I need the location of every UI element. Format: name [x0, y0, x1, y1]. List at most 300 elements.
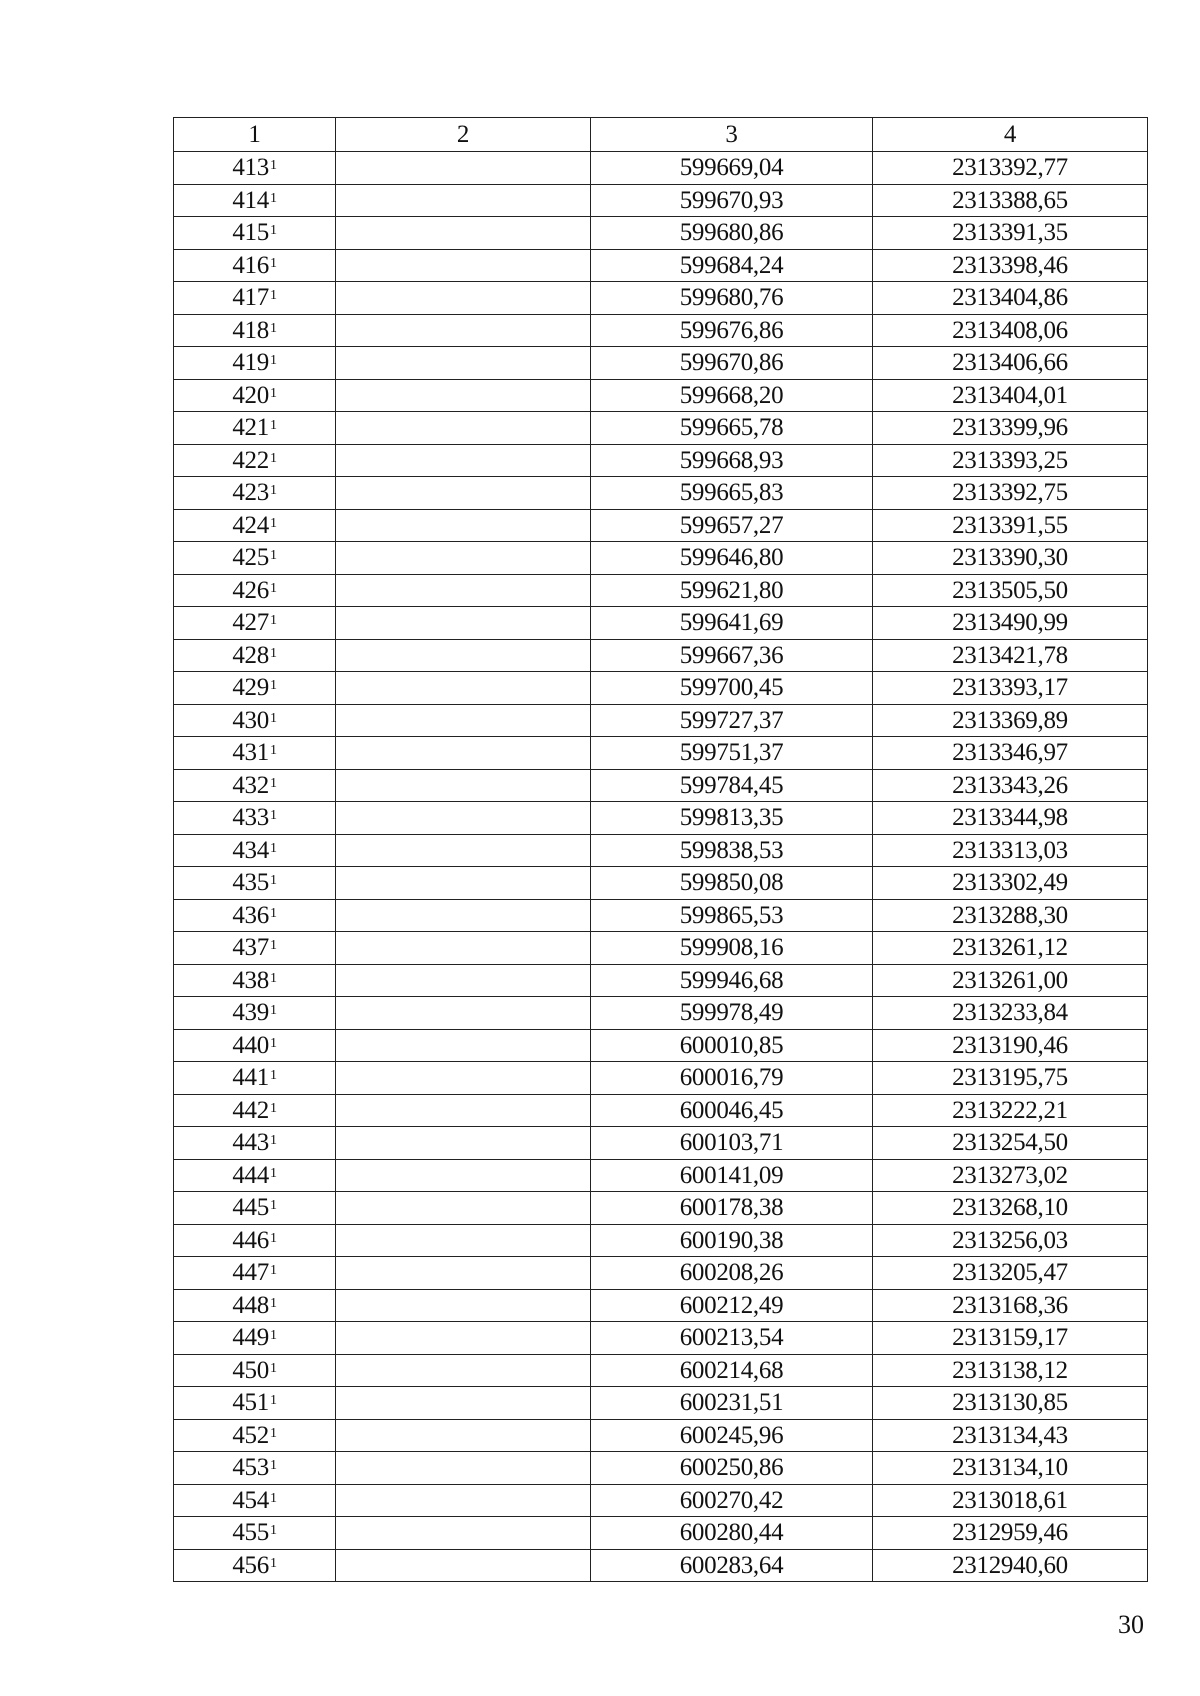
point-number: 439 — [232, 999, 269, 1027]
name-cell — [336, 607, 591, 640]
name-cell — [336, 1094, 591, 1127]
x-coordinate-cell: 600245,96 — [591, 1419, 873, 1452]
y-coordinate-cell: 2313195,75 — [873, 1062, 1148, 1095]
x-coordinate-cell: 599668,93 — [591, 444, 873, 477]
point-number: 421 — [232, 414, 269, 442]
table-row — [174, 1159, 1148, 1192]
y-coordinate-cell: 2313343,26 — [873, 769, 1148, 802]
point-number: 453 — [232, 1454, 269, 1482]
point-number: 450 — [232, 1356, 269, 1384]
y-coordinate-cell: 2313398,46 — [873, 249, 1148, 282]
y-coordinate-cell: 2313134,43 — [873, 1419, 1148, 1452]
table-row — [174, 542, 1148, 575]
name-cell — [336, 542, 591, 575]
point-number-superscript: 1 — [269, 353, 277, 369]
point-number-cell — [174, 184, 336, 217]
y-coordinate-cell: 2313273,02 — [873, 1159, 1148, 1192]
name-cell — [336, 997, 591, 1030]
y-coordinate-cell: 2313388,65 — [873, 184, 1148, 217]
table-row — [174, 1517, 1148, 1550]
name-cell — [336, 1224, 591, 1257]
x-coordinate-cell: 599676,86 — [591, 314, 873, 347]
point-number-superscript: 1 — [269, 1068, 277, 1084]
point-number-cell — [174, 1419, 336, 1452]
x-coordinate-cell: 600250,86 — [591, 1452, 873, 1485]
point-number-cell — [174, 574, 336, 607]
point-number-superscript: 1 — [269, 548, 277, 564]
x-coordinate-cell: 600214,68 — [591, 1354, 873, 1387]
y-coordinate-cell: 2313369,89 — [873, 704, 1148, 737]
table-row — [174, 672, 1148, 705]
point-number-cell — [174, 542, 336, 575]
point-number-superscript: 1 — [269, 1003, 277, 1019]
point-number: 444 — [232, 1161, 269, 1189]
name-cell — [336, 1517, 591, 1550]
point-number-superscript: 1 — [269, 515, 277, 531]
point-number-superscript: 1 — [269, 775, 277, 791]
point-number-superscript: 1 — [269, 1230, 277, 1246]
x-coordinate-cell: 599751,37 — [591, 737, 873, 770]
point-number: 445 — [232, 1194, 269, 1222]
point-number-superscript: 1 — [269, 1133, 277, 1149]
table-row — [174, 1549, 1148, 1582]
table-row — [174, 184, 1148, 217]
name-cell — [336, 737, 591, 770]
point-number: 441 — [232, 1064, 269, 1092]
point-number-cell — [174, 477, 336, 510]
y-coordinate-cell: 2313393,25 — [873, 444, 1148, 477]
point-number: 425 — [232, 544, 269, 572]
point-number: 427 — [232, 609, 269, 637]
point-number-cell — [174, 639, 336, 672]
y-coordinate-cell: 2313222,21 — [873, 1094, 1148, 1127]
name-cell — [336, 672, 591, 705]
y-coordinate-cell: 2313404,86 — [873, 282, 1148, 315]
point-number: 455 — [232, 1519, 269, 1547]
point-number: 416 — [232, 251, 269, 279]
column-header-1: 1 — [174, 118, 336, 152]
y-coordinate-cell: 2313261,12 — [873, 932, 1148, 965]
table-row — [174, 737, 1148, 770]
name-cell — [336, 509, 591, 542]
point-number: 434 — [232, 836, 269, 864]
y-coordinate-cell: 2313018,61 — [873, 1484, 1148, 1517]
point-number-superscript: 1 — [269, 1100, 277, 1116]
point-number-superscript: 1 — [269, 385, 277, 401]
point-number-cell — [174, 379, 336, 412]
y-coordinate-cell: 2312959,46 — [873, 1517, 1148, 1550]
point-number-cell — [174, 704, 336, 737]
name-cell — [336, 1127, 591, 1160]
point-number: 443 — [232, 1129, 269, 1157]
point-number: 456 — [232, 1551, 269, 1579]
point-number: 426 — [232, 576, 269, 604]
point-number-superscript: 1 — [269, 938, 277, 954]
table-row — [174, 1127, 1148, 1160]
y-coordinate-cell: 2313505,50 — [873, 574, 1148, 607]
name-cell — [336, 964, 591, 997]
point-number-cell — [174, 444, 336, 477]
point-number-cell — [174, 509, 336, 542]
x-coordinate-cell: 599665,78 — [591, 412, 873, 445]
name-cell — [336, 1029, 591, 1062]
point-number-cell — [174, 932, 336, 965]
point-number: 414 — [232, 186, 269, 214]
table-row — [174, 997, 1148, 1030]
point-number-superscript: 1 — [269, 743, 277, 759]
table-row — [174, 704, 1148, 737]
y-coordinate-cell: 2313392,77 — [873, 152, 1148, 185]
table-row — [174, 574, 1148, 607]
table-row — [174, 444, 1148, 477]
table-row — [174, 867, 1148, 900]
name-cell — [336, 184, 591, 217]
name-cell — [336, 217, 591, 250]
point-number: 424 — [232, 511, 269, 539]
name-cell — [336, 314, 591, 347]
name-cell — [336, 1062, 591, 1095]
header-row — [174, 118, 1148, 152]
table-row — [174, 769, 1148, 802]
point-number: 446 — [232, 1226, 269, 1254]
point-number: 433 — [232, 804, 269, 832]
name-cell — [336, 1354, 591, 1387]
point-number: 431 — [232, 739, 269, 767]
point-number-superscript: 1 — [269, 158, 277, 174]
x-coordinate-cell: 599865,53 — [591, 899, 873, 932]
point-number-cell — [174, 1257, 336, 1290]
point-number-cell — [174, 802, 336, 835]
table-row — [174, 477, 1148, 510]
x-coordinate-cell: 599850,08 — [591, 867, 873, 900]
point-number-cell — [174, 282, 336, 315]
table-row — [174, 509, 1148, 542]
point-number-cell — [174, 607, 336, 640]
point-number-cell — [174, 867, 336, 900]
x-coordinate-cell: 599978,49 — [591, 997, 873, 1030]
point-number-cell — [174, 1094, 336, 1127]
point-number-cell — [174, 1354, 336, 1387]
point-number-superscript: 1 — [269, 1523, 277, 1539]
point-number-superscript: 1 — [269, 1295, 277, 1311]
table-row — [174, 1257, 1148, 1290]
x-coordinate-cell: 600178,38 — [591, 1192, 873, 1225]
point-number: 451 — [232, 1389, 269, 1417]
x-coordinate-cell: 600212,49 — [591, 1289, 873, 1322]
x-coordinate-cell: 600231,51 — [591, 1387, 873, 1420]
y-coordinate-cell: 2313393,17 — [873, 672, 1148, 705]
x-coordinate-cell: 600010,85 — [591, 1029, 873, 1062]
y-coordinate-cell: 2313391,35 — [873, 217, 1148, 250]
y-coordinate-cell: 2313302,49 — [873, 867, 1148, 900]
point-number-superscript: 1 — [269, 255, 277, 271]
point-number-superscript: 1 — [269, 1198, 277, 1214]
x-coordinate-cell: 599908,16 — [591, 932, 873, 965]
y-coordinate-cell: 2313190,46 — [873, 1029, 1148, 1062]
point-number-cell — [174, 997, 336, 1030]
y-coordinate-cell: 2313138,12 — [873, 1354, 1148, 1387]
y-coordinate-cell: 2313130,85 — [873, 1387, 1148, 1420]
table-body — [174, 152, 1148, 1582]
name-cell — [336, 1387, 591, 1420]
x-coordinate-cell: 600046,45 — [591, 1094, 873, 1127]
x-coordinate-cell: 599813,35 — [591, 802, 873, 835]
table-row — [174, 1354, 1148, 1387]
name-cell — [336, 704, 591, 737]
point-number-superscript: 1 — [269, 320, 277, 336]
point-number-superscript: 1 — [269, 613, 277, 629]
name-cell — [336, 1484, 591, 1517]
point-number-cell — [174, 314, 336, 347]
table-row — [174, 802, 1148, 835]
table-row — [174, 639, 1148, 672]
y-coordinate-cell: 2313168,36 — [873, 1289, 1148, 1322]
point-number-superscript: 1 — [269, 970, 277, 986]
x-coordinate-cell: 600141,09 — [591, 1159, 873, 1192]
y-coordinate-cell: 2313256,03 — [873, 1224, 1148, 1257]
name-cell — [336, 477, 591, 510]
point-number-cell — [174, 1159, 336, 1192]
point-number-superscript: 1 — [269, 1328, 277, 1344]
name-cell — [336, 1192, 591, 1225]
name-cell — [336, 867, 591, 900]
point-number-cell — [174, 1192, 336, 1225]
point-number: 418 — [232, 316, 269, 344]
y-coordinate-cell: 2313421,78 — [873, 639, 1148, 672]
point-number-superscript: 1 — [269, 1490, 277, 1506]
x-coordinate-cell: 599784,45 — [591, 769, 873, 802]
point-number-superscript: 1 — [269, 288, 277, 304]
y-coordinate-cell: 2313390,30 — [873, 542, 1148, 575]
table-row — [174, 282, 1148, 315]
point-number-cell — [174, 1029, 336, 1062]
name-cell — [336, 802, 591, 835]
point-number-cell — [174, 412, 336, 445]
x-coordinate-cell: 599684,24 — [591, 249, 873, 282]
y-coordinate-cell: 2313406,66 — [873, 347, 1148, 380]
table-row — [174, 249, 1148, 282]
point-number: 454 — [232, 1486, 269, 1514]
x-coordinate-cell: 600190,38 — [591, 1224, 873, 1257]
point-number: 429 — [232, 674, 269, 702]
point-number-cell — [174, 1549, 336, 1582]
table-row — [174, 412, 1148, 445]
x-coordinate-cell: 599670,86 — [591, 347, 873, 380]
y-coordinate-cell: 2312940,60 — [873, 1549, 1148, 1582]
page-number: 30 — [1118, 1610, 1144, 1639]
point-number-cell — [174, 1452, 336, 1485]
table-row — [174, 1452, 1148, 1485]
table-row — [174, 152, 1148, 185]
point-number: 417 — [232, 284, 269, 312]
name-cell — [336, 574, 591, 607]
point-number-superscript: 1 — [269, 873, 277, 889]
name-cell — [336, 412, 591, 445]
column-header-4: 4 — [873, 118, 1148, 152]
y-coordinate-cell: 2313313,03 — [873, 834, 1148, 867]
column-header-2: 2 — [336, 118, 591, 152]
point-number-superscript: 1 — [269, 450, 277, 466]
x-coordinate-cell: 600213,54 — [591, 1322, 873, 1355]
point-number: 442 — [232, 1096, 269, 1124]
point-number: 435 — [232, 869, 269, 897]
point-number: 447 — [232, 1259, 269, 1287]
point-number: 438 — [232, 966, 269, 994]
table-row — [174, 379, 1148, 412]
y-coordinate-cell: 2313254,50 — [873, 1127, 1148, 1160]
x-coordinate-cell: 600283,64 — [591, 1549, 873, 1582]
table-row — [174, 1419, 1148, 1452]
point-number-cell — [174, 1484, 336, 1517]
y-coordinate-cell: 2313346,97 — [873, 737, 1148, 770]
y-coordinate-cell: 2313134,10 — [873, 1452, 1148, 1485]
x-coordinate-cell: 599838,53 — [591, 834, 873, 867]
name-cell — [336, 152, 591, 185]
x-coordinate-cell: 599700,45 — [591, 672, 873, 705]
name-cell — [336, 1257, 591, 1290]
column-header-3: 3 — [591, 118, 873, 152]
name-cell — [336, 1452, 591, 1485]
point-number-cell — [174, 834, 336, 867]
y-coordinate-cell: 2313233,84 — [873, 997, 1148, 1030]
name-cell — [336, 1289, 591, 1322]
point-number-superscript: 1 — [269, 840, 277, 856]
y-coordinate-cell: 2313399,96 — [873, 412, 1148, 445]
table-row — [174, 1387, 1148, 1420]
y-coordinate-cell: 2313391,55 — [873, 509, 1148, 542]
point-number-superscript: 1 — [269, 1393, 277, 1409]
table-row — [174, 607, 1148, 640]
table-header — [174, 118, 1148, 152]
point-number: 437 — [232, 934, 269, 962]
table-row — [174, 834, 1148, 867]
point-number: 452 — [232, 1421, 269, 1449]
x-coordinate-cell: 599667,36 — [591, 639, 873, 672]
point-number: 430 — [232, 706, 269, 734]
point-number-superscript: 1 — [269, 1458, 277, 1474]
point-number-cell — [174, 1517, 336, 1550]
y-coordinate-cell: 2313268,10 — [873, 1192, 1148, 1225]
point-number-superscript: 1 — [269, 1263, 277, 1279]
y-coordinate-cell: 2313392,75 — [873, 477, 1148, 510]
point-number-cell — [174, 672, 336, 705]
x-coordinate-cell: 600016,79 — [591, 1062, 873, 1095]
x-coordinate-cell: 599668,20 — [591, 379, 873, 412]
x-coordinate-cell: 600103,71 — [591, 1127, 873, 1160]
point-number-superscript: 1 — [269, 1035, 277, 1051]
coordinates-table — [173, 117, 1148, 1582]
point-number-cell — [174, 899, 336, 932]
x-coordinate-cell: 599946,68 — [591, 964, 873, 997]
point-number: 448 — [232, 1291, 269, 1319]
point-number-cell — [174, 769, 336, 802]
name-cell — [336, 834, 591, 867]
point-number-superscript: 1 — [269, 223, 277, 239]
x-coordinate-cell: 599669,04 — [591, 152, 873, 185]
point-number-cell — [174, 347, 336, 380]
point-number-superscript: 1 — [269, 678, 277, 694]
point-number: 440 — [232, 1031, 269, 1059]
name-cell — [336, 769, 591, 802]
x-coordinate-cell: 599680,76 — [591, 282, 873, 315]
y-coordinate-cell: 2313404,01 — [873, 379, 1148, 412]
y-coordinate-cell: 2313261,00 — [873, 964, 1148, 997]
x-coordinate-cell: 599670,93 — [591, 184, 873, 217]
name-cell — [336, 444, 591, 477]
point-number: 423 — [232, 479, 269, 507]
y-coordinate-cell: 2313408,06 — [873, 314, 1148, 347]
table-row — [174, 899, 1148, 932]
table-row — [174, 1224, 1148, 1257]
table-row — [174, 1192, 1148, 1225]
point-number-cell — [174, 737, 336, 770]
name-cell — [336, 899, 591, 932]
name-cell — [336, 1549, 591, 1582]
point-number-cell — [174, 964, 336, 997]
point-number-superscript: 1 — [269, 580, 277, 596]
table-row — [174, 1029, 1148, 1062]
table-row — [174, 347, 1148, 380]
x-coordinate-cell: 599621,80 — [591, 574, 873, 607]
point-number-cell — [174, 217, 336, 250]
point-number-cell — [174, 1127, 336, 1160]
point-number-superscript: 1 — [269, 710, 277, 726]
y-coordinate-cell: 2313344,98 — [873, 802, 1148, 835]
point-number-cell — [174, 1289, 336, 1322]
table-row — [174, 1322, 1148, 1355]
table-row — [174, 1094, 1148, 1127]
x-coordinate-cell: 599665,83 — [591, 477, 873, 510]
point-number-superscript: 1 — [269, 483, 277, 499]
name-cell — [336, 1322, 591, 1355]
name-cell — [336, 932, 591, 965]
point-number: 413 — [232, 154, 269, 182]
table-row — [174, 314, 1148, 347]
name-cell — [336, 249, 591, 282]
table-row — [174, 1484, 1148, 1517]
name-cell — [336, 347, 591, 380]
point-number-cell — [174, 1322, 336, 1355]
point-number-superscript: 1 — [269, 1165, 277, 1181]
point-number: 422 — [232, 446, 269, 474]
x-coordinate-cell: 600270,42 — [591, 1484, 873, 1517]
point-number: 419 — [232, 349, 269, 377]
point-number-superscript: 1 — [269, 1360, 277, 1376]
table-row — [174, 217, 1148, 250]
name-cell — [336, 282, 591, 315]
table-row — [174, 1062, 1148, 1095]
point-number-cell — [174, 1224, 336, 1257]
point-number-cell — [174, 1387, 336, 1420]
x-coordinate-cell: 599680,86 — [591, 217, 873, 250]
name-cell — [336, 1159, 591, 1192]
point-number: 449 — [232, 1324, 269, 1352]
point-number-cell — [174, 152, 336, 185]
point-number-superscript: 1 — [269, 905, 277, 921]
point-number: 432 — [232, 771, 269, 799]
table-row — [174, 964, 1148, 997]
point-number-superscript: 1 — [269, 190, 277, 206]
y-coordinate-cell: 2313490,99 — [873, 607, 1148, 640]
point-number: 415 — [232, 219, 269, 247]
point-number-superscript: 1 — [269, 418, 277, 434]
point-number: 428 — [232, 641, 269, 669]
y-coordinate-cell: 2313205,47 — [873, 1257, 1148, 1290]
point-number-superscript: 1 — [269, 645, 277, 661]
name-cell — [336, 379, 591, 412]
point-number-cell — [174, 1062, 336, 1095]
point-number: 436 — [232, 901, 269, 929]
